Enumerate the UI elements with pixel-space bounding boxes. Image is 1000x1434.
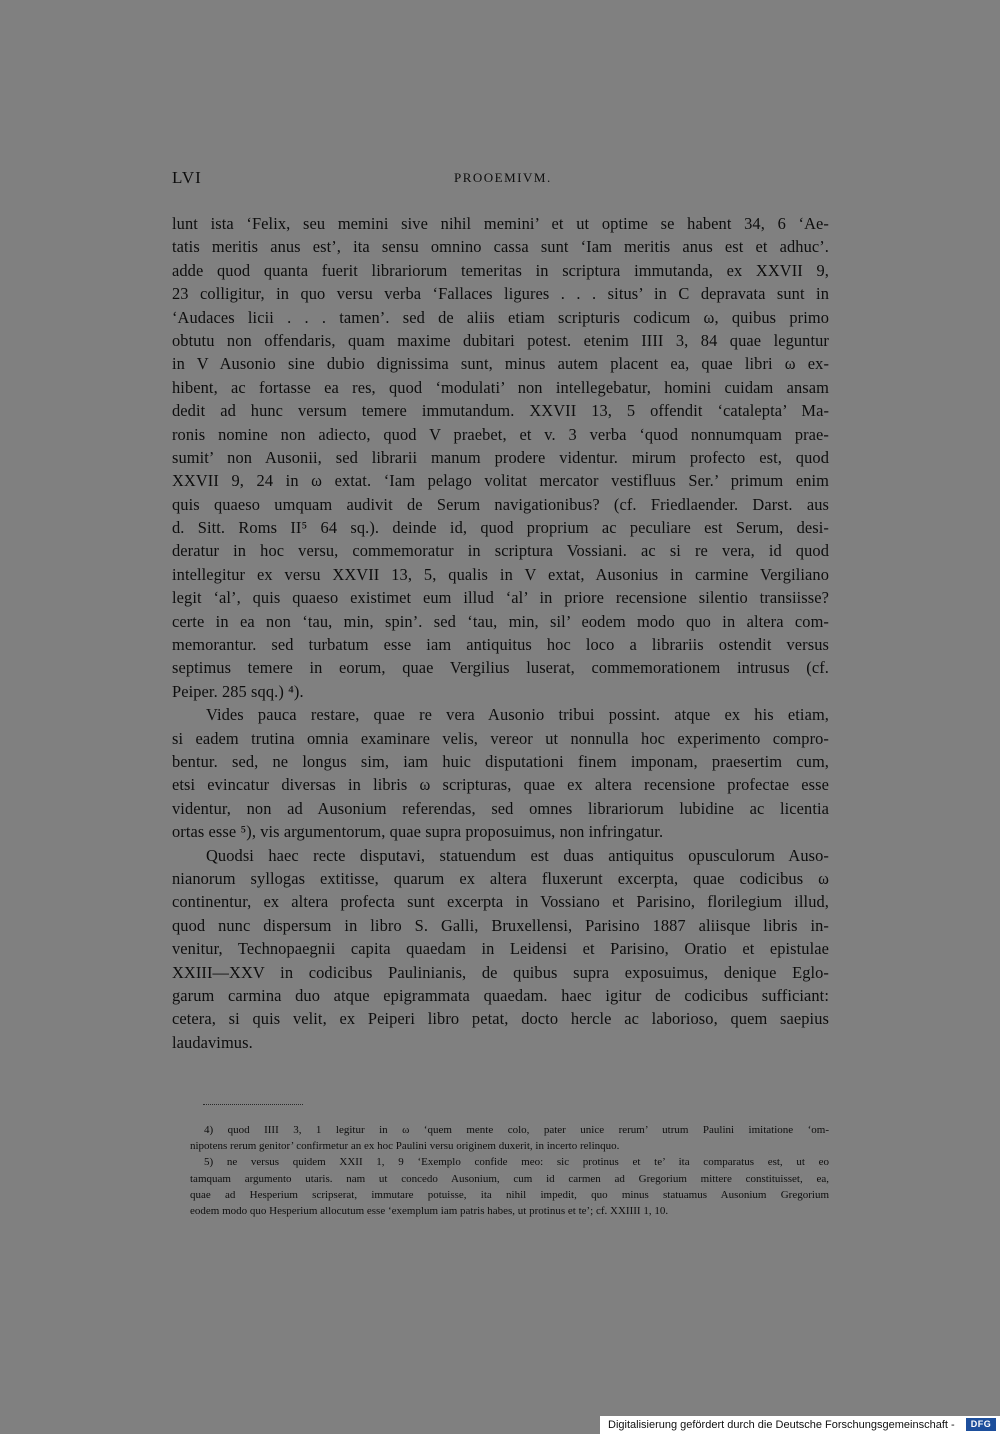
text-line: bentur. sed, ne longus sim, iam huic disputationi finem imponam, praesertim cum,: [172, 751, 829, 771]
text-line: continentur, ex altera profecta sunt excerpta in Vossiano et Parisino, florilegium illud,: [172, 892, 829, 912]
page-header: [172, 168, 827, 190]
text-line: XXVII 9, 24 in ω extat. ‘Iam pelago volitat mercator vestifluus Ser.’ primum enim: [172, 471, 829, 491]
footnote-line: nipotens rerum genitor’ confirmetur an ex hoc Paulini versu originem duxerit, in incerto relinquo.: [190, 1140, 620, 1153]
text-line: quis quaeso umquam audivit de Serum navigationibus? (cf. Friedlaender. Darst. aus: [172, 494, 829, 514]
footnote-4: [190, 1122, 829, 1154]
main-text: [172, 212, 829, 1054]
paragraph-3: [172, 844, 829, 1055]
text-line: laudavimus.: [172, 1032, 253, 1052]
text-line: Quodsi haec recte disputavi, statuendum est duas antiquitus opusculorum Auso-: [206, 845, 829, 865]
text-line: si eadem trutina omnia examinare velis, vereor ut nonnulla hoc experimento compro-: [172, 728, 829, 748]
text-line: ‘Audaces licii . . . tamen’. sed de aliis etiam scripturis codicum ω, quibus primo: [172, 307, 829, 327]
text-line: sumit’ non Ausonii, sed librarii manum prodere videntur. mirum profecto est, quod: [172, 447, 829, 467]
text-line: cetera, si quis velit, ex Peiperi libro petat, docto hercle ac laborioso, quem saepius: [172, 1009, 829, 1029]
text-line: etsi evincatur diversas in libris ω scripturas, quae ex altera recensione profectae esse: [172, 775, 829, 795]
dfg-logo-icon: DFG: [966, 1418, 996, 1431]
paragraph-1: [172, 212, 829, 703]
text-line: 23 colligitur, in quo versu verba ‘Fallaces ligures . . . situs’ in C depravata sunt in: [172, 284, 829, 304]
text-line: intellegitur ex versu XXVII 13, 5, qualis in V extat, Ausonius in carmine Vergiliano: [172, 564, 829, 584]
text-line: ronis nomine non adiecto, quod V praebet, et v. 3 verba ‘quod nonnumquam prae-: [172, 424, 829, 444]
text-line: Vides pauca restare, quae re vera Ausonio tribui possint. atque ex his etiam,: [206, 705, 829, 725]
footnote-line: quae ad Hesperium scripserat, immutare potuisse, ita nihil impedit, quo minus statuamus Ausonium Gregorium: [190, 1188, 829, 1201]
text-line: quod nunc dispersum in libro S. Galli, Bruxellensi, Parisino 1887 aliisque libris in-: [172, 915, 829, 935]
text-line: deratur in hoc versu, commemoratur in scriptura Vossiani. ac si re vera, id quod: [172, 541, 829, 561]
text-line: videntur, non ad Ausonium referendas, sed omnes librariorum lubidine ac licentia: [172, 798, 829, 818]
footnote-line: eodem modo quo Hesperium allocutum esse ‘exemplum iam patris habes, ut protinus et te’; cf. XXIIII 1, 10.: [190, 1204, 669, 1217]
footnotes: [190, 1122, 829, 1219]
text-line: d. Sitt. Roms II⁵ 64 sq.). deinde id, quod proprium ac peculiare est Serum, desi-: [172, 518, 829, 538]
footnote-separator: [203, 1104, 303, 1105]
footnote-line: tamquam argumento utaris. nam ut concedo Ausonium, cum id carmen ad Gregorium mittere constituisset, ea,: [190, 1172, 829, 1185]
footnote-line: 5) ne versus quidem XXII 1, 9 ‘Exemplo confide meo: sic protinus et te’ ita comparatus est, ut eo: [204, 1156, 829, 1169]
text-line: legit ‘al’, quis quaeso existimet eum illud ‘al’ in priore recensione silentio transiisse?: [172, 588, 829, 608]
text-line: hibent, ac fortasse ea res, quod ‘modulati’ non intellegebatur, homini cuidam ansam: [172, 377, 829, 397]
text-line: Peiper. 285 sqq.) ⁴).: [172, 681, 304, 701]
running-title: PROOEMIVM.: [454, 170, 552, 185]
text-line: septimus temere in eorum, quae Vergilius luserat, commemorationem intrusus (cf.: [172, 658, 829, 678]
text-line: dedit ad hunc versum temere immutandum. XXVII 13, 5 offendit ‘catalepta’ Ma-: [172, 401, 829, 421]
text-line: memorantur. sed turbatum esse iam antiquitus hoc loco a librariis ostendit versus: [172, 635, 829, 655]
text-line: certe in ea non ‘tau, min, spin’. sed ‘tau, min, sil’ eodem modo quo in altera com-: [172, 611, 829, 631]
footnote-line: 4) quod IIII 3, 1 legitur in ω ‘quem mente colo, pater unice rerum’ utrum Paulini imitatione ‘om-: [204, 1124, 829, 1136]
text-line: lunt ista ‘Felix, seu memini sive nihil memini’ et ut optime se habent 34, 6 ‘Ae-: [172, 214, 829, 233]
funding-banner: [600, 1416, 1000, 1434]
text-line: nianorum syllogas extitisse, quarum ex altera fluxerunt excerpta, quae codicibus ω: [172, 868, 829, 888]
footnote-5: [190, 1154, 829, 1219]
funding-credit: Digitalisierung gefördert durch die Deutsche Forschungsgemeinschaft -: [608, 1419, 955, 1431]
text-line: XXIII—XXV in codicibus Paulinianis, de quibus supra exposuimus, denique Eglo-: [172, 962, 829, 982]
text-line: in V Ausonio sine dubio dignissima sunt, minus autem placent ea, quae libri ω ex-: [172, 354, 829, 374]
page-number: LVI: [172, 168, 202, 187]
text-line: ortas esse ⁵), vis argumentorum, quae supra proposuimus, non infringatur.: [172, 822, 664, 842]
text-line: tatis meritis anus est’, ita sensu omnino cassa sunt ‘Iam meritis anus est et adhuc’.: [172, 237, 829, 257]
text-line: garum carmina duo atque epigrammata quaedam. haec igitur de codicibus sufficiant:: [172, 985, 829, 1005]
text-line: venitur, Technopaegnii capita quaedam in Leidensi et Parisino, Oratio et epistulae: [172, 939, 829, 959]
paragraph-2: [172, 703, 829, 843]
text-line: adde quod quanta fuerit librariorum temeritas in scriptura immutanda, ex XXVII 9,: [172, 260, 829, 280]
text-line: obtutu non offendaris, quam maxime dubitari potest. etenim IIII 3, 84 quae leguntur: [172, 330, 829, 350]
